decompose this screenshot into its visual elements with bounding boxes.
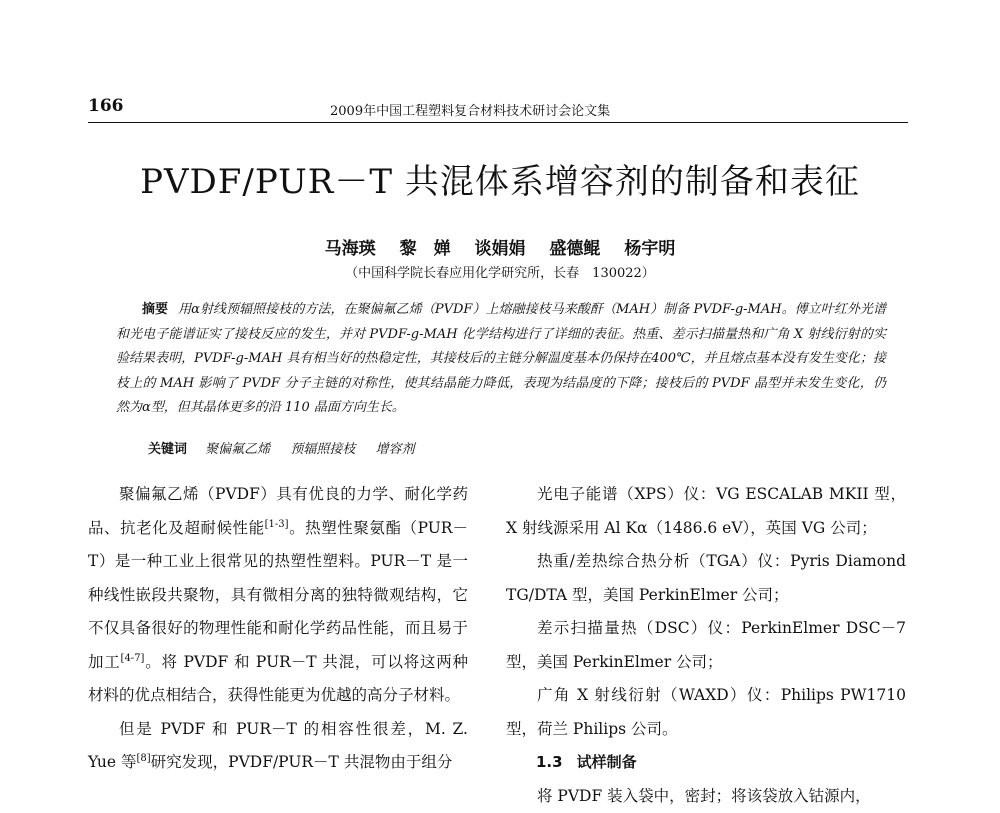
keyword: 聚偏氟乙烯 [205,442,270,457]
body-paragraph: 热重/差热综合热分析（TGA）仪：Pyris Diamond TG/DTA 型，美国 PerkinElmer 公司； [506,545,906,612]
author: 盛德鲲 [549,239,600,259]
body-paragraph: 光电子能谱（XPS）仪：VG ESCALAB MKII 型，X 射线源采用 Al Kα（1486.6 eV），英国 VG 公司； [506,478,906,545]
keywords [148,438,430,457]
abstract-label: 摘要 [142,302,168,317]
author: 黎 婵 [400,239,451,259]
section-title: 试样制备 [577,753,637,771]
body-paragraph: 广角 X 射线衍射（WAXD）仪：Philips PW1710 型，荷兰 Philips 公司。 [506,679,906,746]
body-left-column [88,478,468,780]
author: 谈娟娟 [475,239,526,259]
header-rule [88,122,908,123]
section-heading [506,746,906,780]
keyword: 预辐照接枝 [290,442,355,457]
citation: [4-7] [121,652,145,663]
paper-title: PVDF/PUR－T 共混体系增容剂的制备和表征 [0,162,1000,202]
author: 杨宇明 [624,239,675,259]
body-right-column [506,478,906,813]
keyword: 增容剂 [375,442,414,457]
running-header: 2009年中国工程塑料复合材料技术研讨会论文集 [330,100,610,119]
author-list [0,234,1000,259]
keywords-label: 关键词 [148,442,187,457]
author: 马海瑛 [325,239,376,259]
body-paragraph: 聚偏氟乙烯（PVDF）具有优良的力学、耐化学药品、抗老化及超耐候性能[1-3]。热塑性聚氨酯（PUR－T）是一种工业上很常见的热塑性塑料。PUR－T 是一种线性嵌段共聚物，具有微相分离的独特微观结构，它不仅具备很好的物理性能和耐化学药品性能，而且易于加工[4-7]。将 PVDF 和 PUR－T 共混，可以将这两种材料的优点相结合，获得性能更为优越的高分子材料。 [88,478,468,713]
affiliation: （中国科学院长春应用化学研究所，长春 130022） [0,262,1000,281]
body-paragraph: 将 PVDF 装入袋中，密封；将该袋放入钴源内， [506,780,906,813]
citation: [1-3] [265,518,289,529]
body-paragraph: 差示扫描量热（DSC）仪：PerkinElmer DSC－7 型，美国 PerkinElmer 公司； [506,612,906,679]
page-number: 166 [88,96,124,116]
abstract [116,298,886,421]
section-number: 1.3 [536,753,563,771]
abstract-text: 用α射线预辐照接枝的方法，在聚偏氟乙烯（PVDF）上熔融接枝马来酸酐（MAH）制备 PVDF-g-MAH。傅立叶红外光谱和光电子能谱证实了接枝反应的发生，并对 PVDF-g-MAH 化学结构进行了详细的表征。热重、差示扫描量热和广角 X 射线衍射的实验结果表明，PVDF-g-MAH 具有相当好的热稳定性，其接枝后的主链分解温度基本仍保持在400℃，并且熔点基本没有发生变化；接枝上的 MAH 影响了 PVDF 分子主链的对称性，使其结晶能力降低，表现为结晶度的下降；接枝后的 PVDF 晶型并未发生变化，仍然为α型，但其晶体更多的沿 110 晶面方向生长。 [116,302,886,415]
citation: [8] [136,753,150,764]
body-paragraph: 但是 PVDF 和 PUR－T 的相容性很差，M. Z. Yue 等[8]研究发现，PVDF/PUR－T 共混物由于组分 [88,713,468,780]
